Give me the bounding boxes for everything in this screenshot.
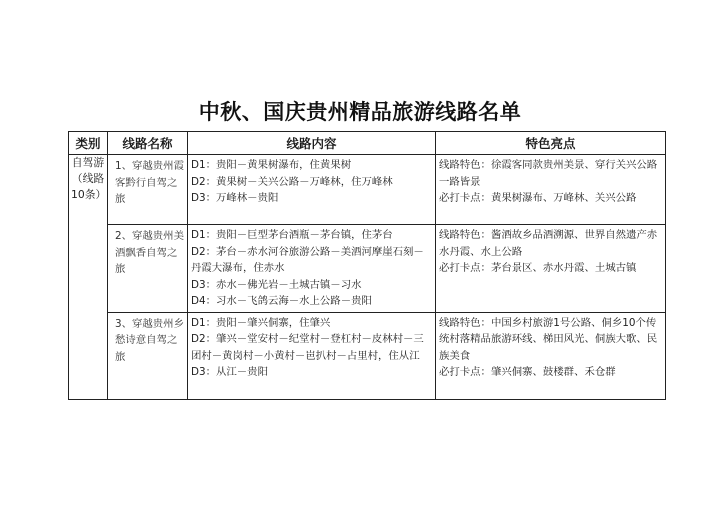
route-highlights-cell [436,225,666,313]
route-name: 2、穿越贵州美酒飘香自驾之旅 [115,230,184,275]
category-cell [69,155,108,400]
route-must-visit: 必打卡点：茅台景区、赤水丹霞、土城古镇 [439,262,637,274]
route-must-visit: 必打卡点：黄果树瀑布、万峰林、关兴公路 [439,192,637,204]
route-day: D1：贵阳－肇兴侗寨，住肇兴 [191,316,331,329]
route-day: D1：贵阳－巨型茅台酒瓶－茅台镇，住茅台 [191,229,393,241]
header-route-content: 线路内容 [188,132,436,155]
route-highlights-cell [436,312,666,399]
table-row [69,225,666,313]
document-title: 中秋、国庆贵州精品旅游线路名单 [198,99,522,124]
route-day: D1：贵阳－黄果树瀑布，住黄果树 [191,159,352,171]
route-day: D2：茅台－赤水河谷旅游公路－美酒河摩崖石刻－丹霞大瀑布，住赤水 [191,245,424,274]
route-day: D3：万峰林－贵阳 [191,192,279,204]
table-row [69,312,666,399]
route-name: 3、穿越贵州乡愁诗意自驾之旅 [115,317,184,363]
route-day: D4：习水－飞鸽云海－水上公路－贵阳 [191,295,372,307]
header-route-name: 线路名称 [108,132,188,155]
route-day: D3：从江－贵阳 [191,366,268,378]
header-highlights: 特色亮点 [436,132,666,155]
table-row [69,155,666,225]
route-name-cell [108,225,188,313]
table-header-row [69,132,666,155]
route-feature: 线路特色：中国乡村旅游1号公路、侗乡10个传统村落精品旅游环线、梯田风光、侗族大歌、民族美食 [439,316,658,362]
category-label: 自驾游（线路10条） [71,156,107,201]
header-category: 类别 [69,132,108,155]
route-day: D3：赤水－佛光岩－土城古镇－习水 [191,278,362,291]
route-name-cell [108,312,188,399]
route-content-cell [188,312,436,399]
routes-table [68,131,666,400]
route-feature: 线路特色：徐霞客同款贵州美景、穿行关兴公路一路皆景 [439,159,658,188]
route-highlights-cell [436,155,666,225]
route-name: 1、穿越贵州霞客黔行自驾之旅 [115,160,184,205]
route-must-visit: 必打卡点：肇兴侗寨、鼓楼群、禾仓群 [439,366,616,378]
route-day: D2：黄果树－关兴公路－万峰林，住万峰林 [191,175,393,188]
route-feature: 线路特色：酱酒故乡品酒溯源、世界自然遗产赤水丹霞、水上公路 [439,229,658,258]
route-content-cell [188,225,436,313]
route-content-cell [188,155,436,225]
route-day: D2：肇兴－堂安村－纪堂村－登杠村－皮林村－三团村－黄岗村－小黄村－岜扒村－占里村，住从江 [191,333,424,362]
route-name-cell [108,155,188,225]
